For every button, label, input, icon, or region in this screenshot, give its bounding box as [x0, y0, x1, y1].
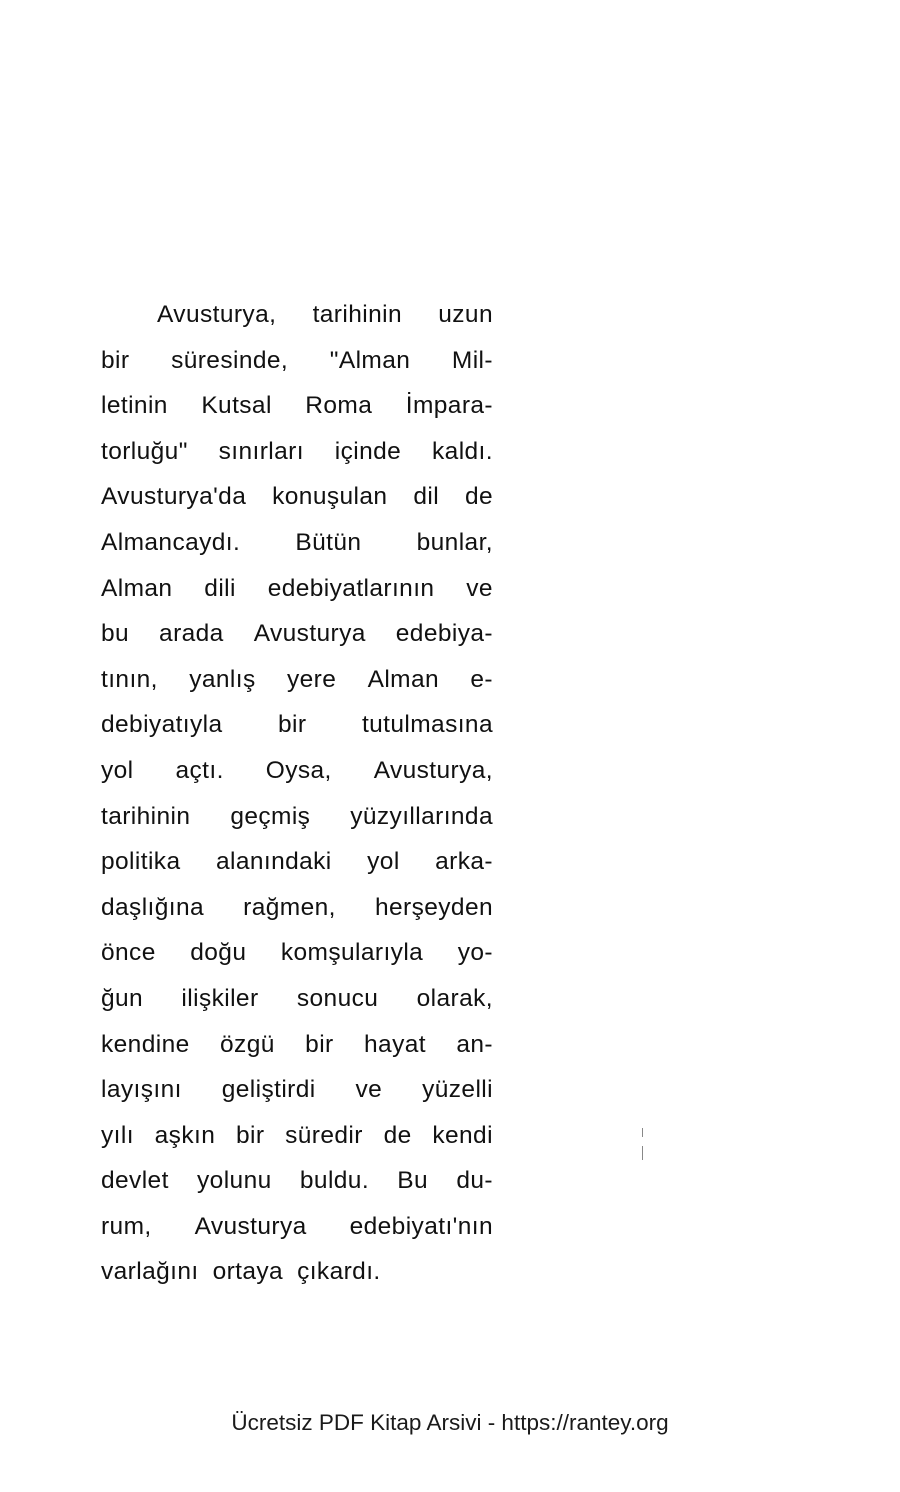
word: dili: [204, 574, 236, 602]
word: Oysa,: [265, 756, 332, 784]
word: Bu: [397, 1167, 429, 1195]
word: Almancaydı.: [101, 528, 241, 556]
word: Avusturya: [194, 1212, 307, 1240]
text-line: [101, 1113, 493, 1159]
text-line: [101, 338, 493, 384]
word: edebiyatı'nın: [349, 1212, 493, 1240]
word: rum,: [101, 1212, 152, 1240]
word: önce: [101, 939, 156, 967]
word: bunlar,: [416, 528, 493, 556]
word: aşkın: [154, 1121, 216, 1149]
word: arada: [159, 620, 224, 648]
word: süredir: [285, 1121, 363, 1149]
text-line: [101, 1022, 493, 1068]
word: kaldı.: [432, 437, 493, 465]
word: yolunu: [197, 1167, 272, 1195]
word: devlet: [101, 1167, 169, 1195]
text-line: [101, 794, 493, 840]
footer-text: Ücretsiz PDF Kitap Arsivi - https://rantey.org: [231, 1410, 669, 1435]
word: letinin: [101, 392, 168, 420]
word: yol: [367, 848, 400, 876]
text-line: [101, 474, 493, 520]
word: Mil-: [451, 346, 493, 374]
word: herşeyden: [374, 893, 493, 921]
word: kendi: [432, 1121, 493, 1149]
word: alanındaki: [215, 848, 332, 876]
word: hayat: [364, 1030, 426, 1058]
word: yol: [101, 756, 134, 784]
word: rağmen,: [243, 893, 336, 921]
word: an-: [456, 1030, 493, 1058]
word: Avusturya'da: [101, 483, 247, 511]
word: Kutsal: [201, 392, 272, 420]
text-line: [101, 839, 493, 885]
word: yo-: [457, 939, 493, 967]
word: yere: [286, 665, 337, 693]
word: Alman: [367, 665, 440, 693]
word: tutulmasına: [361, 711, 493, 739]
text-line: [101, 1204, 493, 1250]
word: bir: [278, 711, 307, 739]
word: Avusturya: [253, 620, 366, 648]
word: de: [464, 483, 493, 511]
word: varlağını: [101, 1258, 199, 1286]
word: kendine: [101, 1030, 190, 1058]
text-line: [101, 292, 493, 338]
word: Alman: [101, 574, 173, 602]
text-line: [101, 566, 493, 612]
word: İmpara-: [405, 392, 493, 420]
word: tarihinin: [312, 301, 402, 328]
word: açtı.: [175, 756, 224, 784]
text-line: [101, 520, 493, 566]
word: ğun: [101, 984, 144, 1012]
word: bu: [101, 620, 130, 648]
word: ilişkiler: [181, 984, 259, 1012]
word: "Alman: [329, 346, 411, 374]
text-line: [101, 1067, 493, 1113]
word: edebiyatlarının: [267, 574, 435, 602]
word: tarihinin: [101, 802, 191, 830]
word: torluğu": [101, 437, 188, 465]
word: geliştirdi: [221, 1076, 316, 1104]
word: arka-: [435, 848, 493, 876]
word: layışını: [101, 1076, 182, 1104]
word: komşularıyla: [280, 939, 424, 967]
body-paragraph: [101, 292, 493, 1295]
text-line: [101, 429, 493, 475]
word: sınırları: [218, 437, 304, 465]
word: konuşulan: [272, 483, 388, 511]
word: bir: [235, 1121, 265, 1149]
text-line: [101, 702, 493, 748]
word: ve: [466, 574, 493, 602]
word: özgü: [220, 1030, 275, 1058]
word: ortaya: [212, 1258, 284, 1286]
word: Avusturya,: [373, 756, 493, 784]
word: yanlış: [189, 665, 256, 693]
word: yılı: [101, 1121, 134, 1149]
word: uzun: [438, 301, 493, 328]
word: de: [383, 1121, 412, 1149]
word: Roma: [305, 392, 373, 420]
word: dil: [413, 483, 440, 511]
word: olarak,: [416, 984, 493, 1012]
word: debiyatıyla: [101, 711, 223, 739]
word: geçmiş: [230, 802, 311, 830]
footer-watermark: [0, 1410, 900, 1436]
word: çıkardı.: [297, 1258, 381, 1286]
word: yüzyıllarında: [350, 802, 493, 830]
word: buldu.: [299, 1167, 370, 1195]
word: du-: [456, 1167, 493, 1195]
word: doğu: [190, 939, 247, 967]
text-line: [101, 657, 493, 703]
text-line: [101, 611, 493, 657]
text-line: [101, 976, 493, 1022]
word: politika: [101, 848, 181, 876]
word: yüzelli: [422, 1076, 493, 1104]
word: bir: [305, 1030, 334, 1058]
word: e-: [470, 665, 493, 693]
word: içinde: [334, 437, 402, 465]
word: süresinde,: [171, 346, 289, 374]
word: edebiya-: [395, 620, 493, 648]
word: Bütün: [295, 528, 362, 556]
text-line: [101, 930, 493, 976]
text-line: [101, 1249, 493, 1295]
text-line: [101, 383, 493, 429]
word: ve: [355, 1076, 383, 1104]
word: tının,: [101, 665, 158, 693]
word: Avusturya,: [157, 301, 277, 328]
text-line: [101, 1158, 493, 1204]
word: bir: [101, 346, 130, 374]
scan-artifact-mark: [642, 1128, 643, 1160]
word: daşlığına: [101, 893, 205, 921]
text-line: [101, 748, 493, 794]
word: sonucu: [296, 984, 379, 1012]
text-line: [101, 885, 493, 931]
